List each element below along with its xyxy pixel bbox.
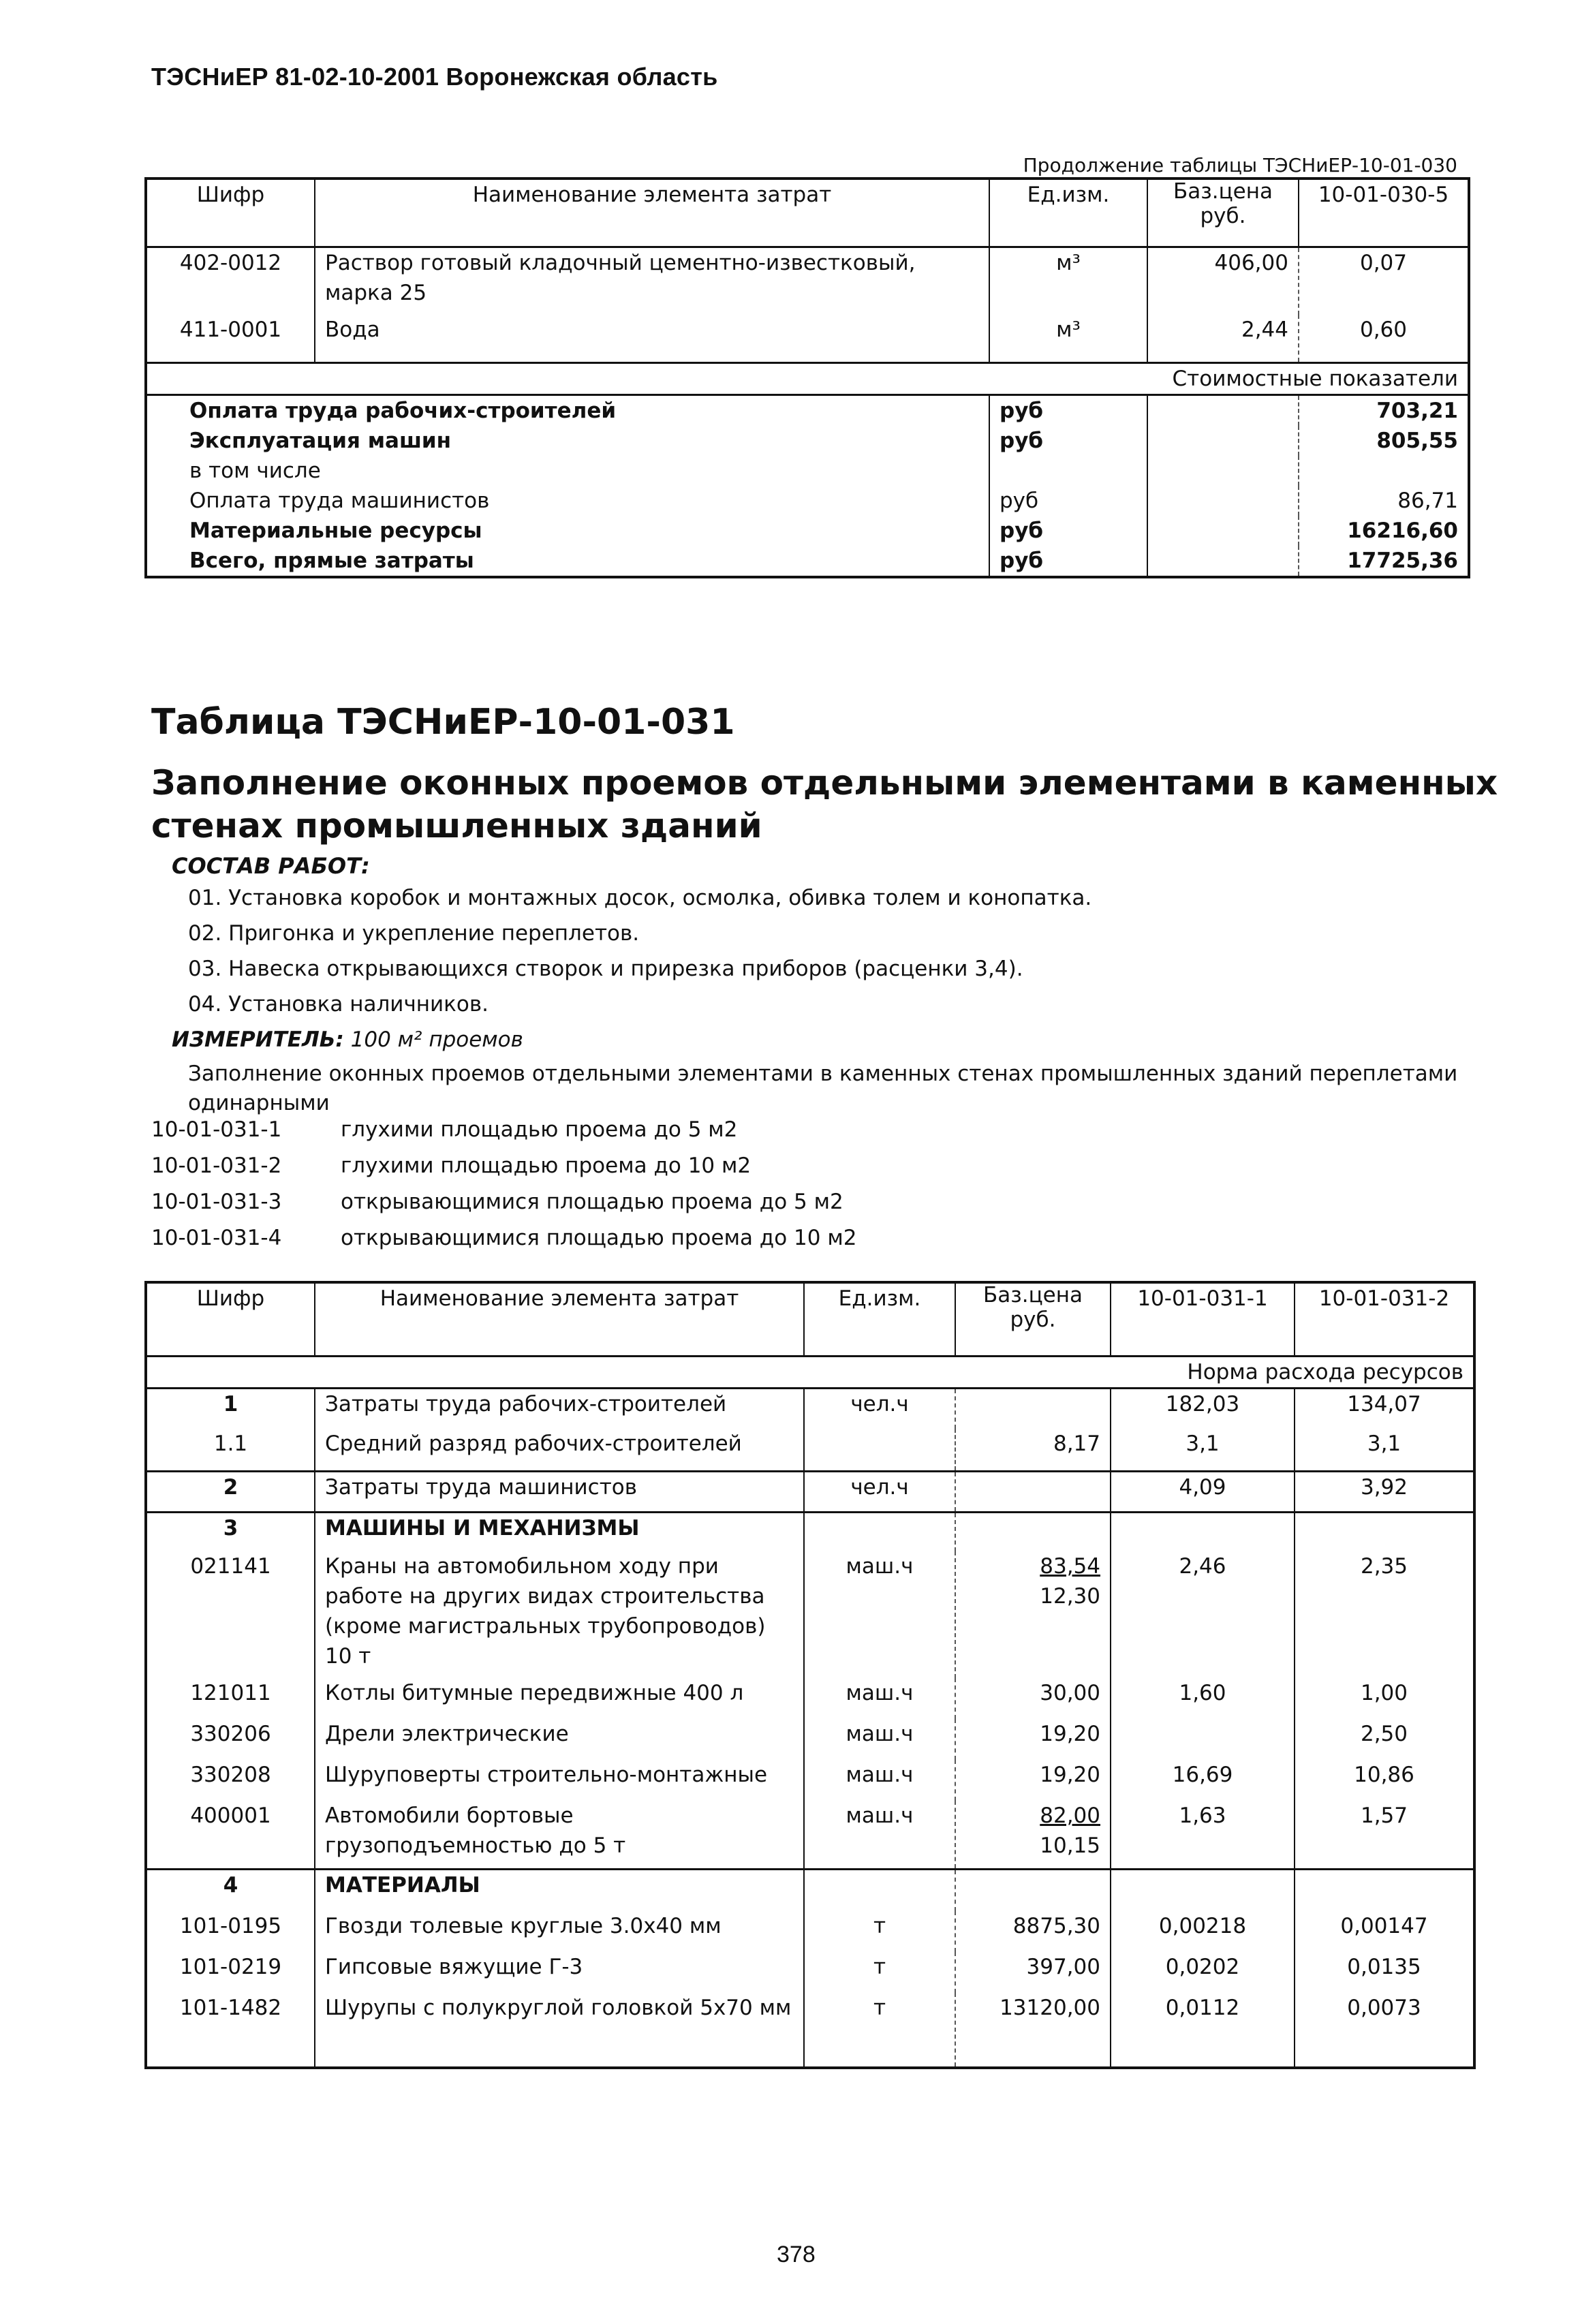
row-price: 19,20	[955, 1760, 1111, 1801]
cost-unit: руб	[989, 486, 1147, 516]
table-row	[146, 315, 1469, 362]
row-name: Вода	[315, 315, 989, 362]
row-price: 82,00	[1040, 1803, 1100, 1829]
cost-name: в том числе	[146, 456, 989, 486]
table-row	[146, 1760, 1474, 1801]
row-unit: т	[804, 1993, 955, 2068]
rate-text: открывающимися площадью проема до 10 м2	[341, 1226, 857, 1250]
page-number: 378	[777, 2242, 816, 2267]
row-value-1: 0,0112	[1111, 1993, 1295, 2068]
row-value-2: 3,92	[1360, 1474, 1408, 1500]
cost-unit: руб	[989, 426, 1147, 456]
row-unit: т	[804, 1952, 955, 1993]
row-name: Шурупы с полукруглой головкой 5х70 мм	[315, 1993, 804, 2068]
cost-name: Всего, прямые затраты	[146, 546, 989, 577]
cost-name: Материальные ресурсы	[146, 516, 989, 546]
row-value-1: 0,00218	[1111, 1911, 1295, 1952]
cost-value: 703,21	[1376, 398, 1458, 423]
cost-name: Оплата труда рабочих-строителей	[146, 394, 989, 426]
table-header-row	[146, 179, 1469, 247]
row-value-2: 10,86	[1354, 1763, 1414, 1788]
row-price: 83,54	[1040, 1554, 1100, 1579]
row-unit: маш.ч	[804, 1551, 955, 1678]
cost-value: 17725,36	[1347, 548, 1458, 573]
section-row-machines	[146, 1512, 1474, 1551]
page-header: ТЭСНиЕР 81-02-10-2001 Воронежская область	[151, 63, 718, 91]
row-value-1: 4,09	[1111, 1471, 1295, 1512]
row-name: МАШИНЫ И МЕХАНИЗМЫ	[315, 1512, 804, 1551]
cost-value	[1299, 456, 1469, 486]
cost-row	[146, 394, 1469, 426]
norm-caption-row	[146, 1356, 1474, 1388]
row-name: Средний разряд рабочих-строителей	[315, 1429, 804, 1471]
header-col-030-5: 10-01-030-5	[1318, 183, 1449, 207]
table-10-01-031	[144, 1281, 1476, 2069]
table-row	[146, 1551, 1474, 1678]
cost-caption: Стоимостные показатели	[1172, 366, 1458, 391]
cost-row	[146, 456, 1469, 486]
row-code: 3	[146, 1512, 315, 1551]
rate-code: 10-01-031-1	[151, 1117, 282, 1142]
row-unit: маш.ч	[804, 1719, 955, 1760]
rate-text: открывающимися площадью проема до 5 м2	[341, 1190, 843, 1214]
row-name: Дрели электрические	[315, 1719, 804, 1760]
row-value-2: 0,0135	[1347, 1955, 1421, 1980]
row-price: 13120,00	[955, 1993, 1111, 2068]
section-row-materials	[146, 1869, 1474, 1911]
cost-row	[146, 546, 1469, 577]
cost-name: Эксплуатация машин	[146, 426, 989, 456]
row-price-2: 10,15	[1040, 1833, 1100, 1859]
table-row	[146, 1993, 1474, 2068]
rate-code: 10-01-031-3	[151, 1190, 282, 1214]
row-price: 30,00	[955, 1678, 1111, 1719]
cost-unit: руб	[989, 516, 1147, 546]
row-price: 19,20	[955, 1719, 1111, 1760]
row-name: Гвозди толевые круглые 3.0х40 мм	[315, 1911, 804, 1952]
row-name: Автомобили бортовые грузоподъемностью до 5 т	[315, 1801, 804, 1869]
sostav-item: 02. Пригонка и укрепление переплетов.	[188, 921, 640, 946]
row-code: 411-0001	[146, 315, 315, 362]
row-unit: м³	[989, 315, 1147, 362]
row-code: 1.1	[146, 1429, 315, 1471]
row-value-1: 1,63	[1111, 1801, 1295, 1869]
header-col-031-2: 10-01-031-2	[1318, 1286, 1450, 1311]
row-price: 2,44	[1147, 315, 1299, 362]
row-value-2: 3,1	[1367, 1431, 1401, 1457]
row-price	[955, 1388, 1111, 1429]
cost-name: Оплата труда машинистов	[146, 486, 989, 516]
row-value-1: 1,60	[1111, 1678, 1295, 1719]
table-header-row	[146, 1282, 1474, 1356]
table-row	[146, 1719, 1474, 1760]
header-unit: Ед.изм.	[989, 179, 1147, 247]
rate-text: глухими площадью проема до 10 м2	[341, 1153, 752, 1178]
row-name: Затраты труда рабочих-строителей	[315, 1388, 804, 1429]
table-row	[146, 247, 1469, 315]
row-name: Гипсовые вяжущие Г-3	[315, 1952, 804, 1993]
sostav-label: СОСТАВ РАБОТ:	[172, 853, 370, 879]
row-value: 0,07	[1359, 250, 1408, 275]
row-price: 8,17	[955, 1429, 1111, 1471]
izmeritel	[172, 1027, 523, 1052]
header-unit: Ед.изм.	[804, 1282, 955, 1356]
row-value-1: 3,1	[1111, 1429, 1295, 1471]
row-value-2: 1,00	[1360, 1681, 1408, 1706]
row-code: 021141	[146, 1551, 315, 1678]
sostav-item: 01. Установка коробок и монтажных досок, осмолка, обивка толем и конопатка.	[188, 886, 1092, 910]
row-value-1: 0,0202	[1111, 1952, 1295, 1993]
row-code: 1	[146, 1388, 315, 1429]
cost-caption-row	[146, 362, 1469, 394]
row-code: 330208	[146, 1760, 315, 1801]
sostav-item: 04. Установка наличников.	[188, 992, 489, 1017]
row-name: Раствор готовый кладочный цементно-известковый, марка 25	[315, 247, 989, 315]
table-10-01-030	[144, 177, 1470, 578]
row-value-2: 2,50	[1360, 1722, 1408, 1747]
row-unit: чел.ч	[804, 1471, 955, 1512]
cost-unit: руб	[989, 546, 1147, 577]
table-row	[146, 1429, 1474, 1471]
row-code: 330206	[146, 1719, 315, 1760]
continuation-caption: Продолжение таблицы ТЭСНиЕР-10-01-030	[1023, 154, 1457, 176]
header-price: Баз.цена руб.	[955, 1282, 1111, 1356]
row-price: 8875,30	[955, 1911, 1111, 1952]
table-title: Таблица ТЭСНиЕР-10-01-031	[151, 702, 735, 743]
row-value-1: 2,46	[1111, 1551, 1295, 1678]
row-code: 121011	[146, 1678, 315, 1719]
row-code: 402-0012	[146, 247, 315, 315]
cost-value: 16216,60	[1347, 518, 1458, 543]
row-value-2: 0,0073	[1347, 1996, 1421, 2021]
table-description: Заполнение оконных проемов отдельными элементами в каменных стенах промышленных зданий переплетами одинарными	[188, 1062, 1458, 1116]
rate-text: глухими площадью проема до 5 м2	[341, 1117, 738, 1142]
rate-code: 10-01-031-2	[151, 1153, 282, 1178]
row-value-1	[1111, 1719, 1295, 1760]
row-code: 4	[146, 1869, 315, 1911]
header-code: Шифр	[146, 1282, 315, 1356]
row-price-2: 12,30	[1040, 1584, 1100, 1609]
row-code: 101-0219	[146, 1952, 315, 1993]
cost-unit: руб	[989, 394, 1147, 426]
table-row	[146, 1388, 1474, 1429]
table-row	[146, 1801, 1474, 1869]
row-value-2: 1,57	[1360, 1803, 1408, 1829]
row-unit: чел.ч	[804, 1388, 955, 1429]
header-name: Наименование элемента затрат	[315, 1282, 804, 1356]
row-price: 406,00	[1147, 247, 1299, 315]
row-price: 397,00	[955, 1952, 1111, 1993]
row-unit: м³	[989, 247, 1147, 315]
rate-code: 10-01-031-4	[151, 1226, 282, 1250]
row-code: 2	[146, 1471, 315, 1512]
table-row	[146, 1678, 1474, 1719]
row-unit: маш.ч	[804, 1678, 955, 1719]
row-name: Котлы битумные передвижные 400 л	[315, 1678, 804, 1719]
header-price: Баз.цена руб.	[1147, 179, 1299, 247]
row-value-2: 0,00147	[1340, 1914, 1428, 1939]
row-unit	[804, 1429, 955, 1471]
row-unit: маш.ч	[804, 1801, 955, 1869]
table-row	[146, 1952, 1474, 1993]
table-row	[146, 1471, 1474, 1512]
cost-row	[146, 426, 1469, 456]
row-name: Краны на автомобильном ходу при работе на других видах строительства (кроме магистральных трубопроводов) 10 т	[315, 1551, 804, 1678]
cost-row	[146, 486, 1469, 516]
table-subtitle: Заполнение оконных проемов отдельными элементами в каменных стенах промышленных зданий	[151, 763, 1498, 846]
row-name: Затраты труда машинистов	[315, 1471, 804, 1512]
cost-unit	[989, 456, 1147, 486]
cost-value: 805,55	[1376, 428, 1458, 453]
row-price	[955, 1471, 1111, 1512]
row-value: 0,60	[1359, 317, 1408, 342]
sostav-item: 03. Навеска открывающихся створок и прирезка приборов (расценки 3,4).	[188, 957, 1023, 981]
row-name: Шуруповерты строительно-монтажные	[315, 1760, 804, 1801]
row-unit: т	[804, 1911, 955, 1952]
norm-caption: Норма расхода ресурсов	[1187, 1359, 1463, 1384]
row-value-1: 182,03	[1111, 1388, 1295, 1429]
row-code: 101-0195	[146, 1911, 315, 1952]
header-col-031-1: 10-01-031-1	[1111, 1282, 1295, 1356]
row-name: МАТЕРИАЛЫ	[315, 1869, 804, 1911]
row-code: 101-1482	[146, 1993, 315, 2068]
cost-row	[146, 516, 1469, 546]
row-value-1: 16,69	[1111, 1760, 1295, 1801]
row-value-2: 2,35	[1360, 1554, 1408, 1579]
table-row	[146, 1911, 1474, 1952]
row-unit: маш.ч	[804, 1760, 955, 1801]
row-value-2: 134,07	[1347, 1391, 1421, 1416]
izmeritel-value: 100 м² проемов	[350, 1027, 523, 1052]
row-code: 400001	[146, 1801, 315, 1869]
header-name: Наименование элемента затрат	[315, 179, 989, 247]
izmeritel-label: ИЗМЕРИТЕЛЬ:	[172, 1027, 344, 1052]
cost-value: 86,71	[1397, 488, 1458, 513]
header-code: Шифр	[146, 179, 315, 247]
